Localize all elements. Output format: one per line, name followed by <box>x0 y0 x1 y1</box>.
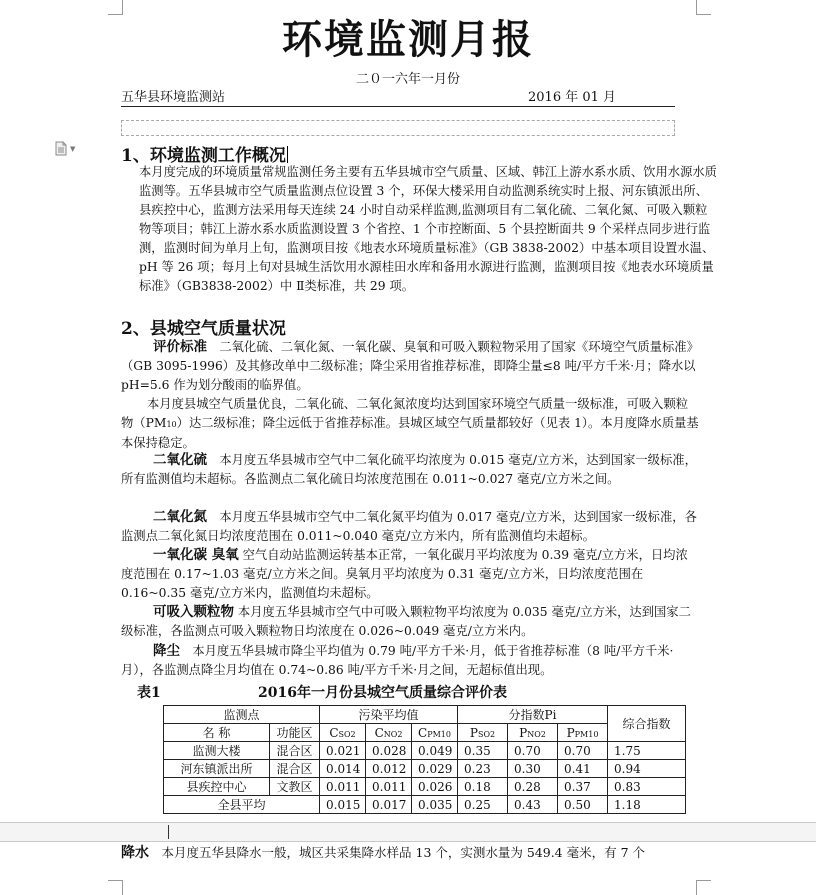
standard-label: 评价标准 <box>153 339 207 355</box>
air-quality-table <box>163 705 686 814</box>
report-date: 2016 年 01 月 <box>528 90 617 105</box>
co-paragraph <box>121 546 699 603</box>
table-row <box>164 742 686 760</box>
cell-p-no2: 0.28 <box>508 778 558 796</box>
cell-p-pm10: 0.50 <box>558 796 608 814</box>
table-header-row-1 <box>164 706 686 724</box>
section1-body: 本月度完成的环境质量常规监测任务主要有五华县城市空气质量、区域、韩江上游水系水质、饮用水源水质监测等。五华县城市空气质量监测点位设置 3 个，环保大楼采用自动监测系统实时上报、河东镇派出所、县疾控中心，监测方法采用每天连续 24 小时自动采样监测,监测项目有二氧化硫、二氧化氮、可吸入颗粒物等项目；韩江上游水系水质监测设置 3 个省控、1 个市控断面、5 个县控断面共 9 个采样点同步进行监测，监测时间为单月上旬，监测项目按《地表水环境质量标准》（GB 3838-2002）中基本项目设置水温、pH 等 26 项；每月上旬对县城生活饮用水源桂田水库和备用水源进行监测，监测项目按《地表水环境质量标准》（GB3838-2002）中 Ⅱ类标准，共 29 项。 <box>139 165 717 293</box>
crop-mark-bottom-left <box>108 880 123 895</box>
cell-c-pm10: 0.026 <box>412 778 458 796</box>
cell-c-so2: 0.011 <box>320 778 366 796</box>
table-header-row-2 <box>164 724 686 742</box>
rain-text: 本月度五华县降水一般，城区共采集降水样品 13 个，实测水量为 549.4 毫米，有 7 个 <box>161 845 646 860</box>
section1-heading[interactable]: 1、环境监测工作概况 <box>121 146 286 166</box>
cell-p-no2: 0.43 <box>508 796 558 814</box>
so2-label: 二氧化硫 <box>153 452 207 468</box>
cell-zone: 混合区 <box>270 742 320 760</box>
header-name: 名 称 <box>164 724 270 742</box>
cell-p-so2: 0.23 <box>458 760 508 778</box>
report-title: 环境监测月报 <box>282 16 534 63</box>
text-cursor <box>287 146 288 163</box>
header-c-pm10: CPM10 <box>412 724 458 742</box>
table-caption: 表1 <box>137 685 161 701</box>
cell-c-so2: 0.014 <box>320 760 366 778</box>
cell-p-so2: 0.18 <box>458 778 508 796</box>
cell-composite: 1.75 <box>608 742 686 760</box>
cell-c-pm10: 0.049 <box>412 742 458 760</box>
rain-paragraph <box>121 843 699 863</box>
cell-composite: 0.83 <box>608 778 686 796</box>
so2-text: 本月度五华县城市空气中二氧化硫平均浓度为 0.015 毫克/立方米，达到国家一级标准，所有监测值均未超标。各监测点二氧化硫日均浓度范围在 0.011~0.027 毫克/立方米之间。 <box>121 453 697 486</box>
header-p-so2: PSO2 <box>458 724 508 742</box>
cell-p-no2: 0.30 <box>508 760 558 778</box>
dust-paragraph <box>121 642 699 680</box>
cell-p-so2: 0.35 <box>458 742 508 760</box>
co-label: 一氧化碳 臭氧 <box>153 547 239 563</box>
header-rule <box>121 106 675 107</box>
cell-c-no2: 0.012 <box>366 760 412 778</box>
dust-label: 降尘 <box>153 643 180 659</box>
pm-label: 可吸入颗粒物 <box>153 604 234 620</box>
cell-c-no2: 0.017 <box>366 796 412 814</box>
rain-label: 降水 <box>121 845 149 861</box>
cell-c-pm10: 0.029 <box>412 760 458 778</box>
document-icon[interactable] <box>55 141 67 156</box>
pm-text: 本月度五华县城市空气中可吸入颗粒物平均浓度为 0.035 毫克/立方米，达到国家二级标准，各监测点可吸入颗粒物日均浓度在 0.026~0.049 毫克/立方米内。 <box>121 605 691 638</box>
no2-label: 二氧化氮 <box>153 509 207 525</box>
cell-p-pm10: 0.41 <box>558 760 608 778</box>
standard-paragraph <box>121 338 699 395</box>
cell-c-so2: 0.021 <box>320 742 366 760</box>
no2-paragraph <box>121 508 699 546</box>
cell-c-no2: 0.011 <box>366 778 412 796</box>
cell-total-label: 全县平均 <box>164 796 320 814</box>
page-break-gap <box>0 822 816 842</box>
section2-heading: 2、县城空气质量状况 <box>121 319 286 339</box>
cell-c-no2: 0.028 <box>366 742 412 760</box>
standard-text: 二氧化硫、二氧化氮、一氧化碳、臭氧和可吸入颗粒物采用了国家《环境空气质量标准》（GB 3095-1996）及其修改单中二级标准；降尘采用省推荐标准，即降尘量≤8 吨/平方千米·月；降水以 pH=5.6 作为划分酸雨的临界值。 <box>121 340 699 392</box>
cell-name: 河东镇派出所 <box>164 760 270 778</box>
header-p-pm10: PPM10 <box>558 724 608 742</box>
header-c-so2: CSO2 <box>320 724 366 742</box>
header-c-no2: CNO2 <box>366 724 412 742</box>
header-text-box[interactable] <box>121 120 675 136</box>
cell-p-so2: 0.25 <box>458 796 508 814</box>
dropdown-arrow-icon[interactable]: ▼ <box>70 145 76 153</box>
cell-name: 县疾控中心 <box>164 778 270 796</box>
page-boundary-marker <box>168 825 169 839</box>
table-title: 2016年一月份县城空气质量综合评价表 <box>258 685 507 701</box>
co-text: 空气自动站监测运转基本正常，一氧化碳月平均浓度为 0.39 毫克/立方米，日均浓度范围在 0.17~1.03 毫克/立方米之间。臭氧月平均浓度为 0.31 毫克/立方米，日均浓度范围在 0.16~0.35 毫克/立方米内，监测值均未超标。 <box>121 548 688 600</box>
header-composite: 综合指数 <box>608 706 686 742</box>
header-index-group: 分指数Pi <box>458 706 608 724</box>
header-avg-group: 污染平均值 <box>320 706 458 724</box>
cell-name: 监测大楼 <box>164 742 270 760</box>
cell-p-pm10: 0.37 <box>558 778 608 796</box>
header-zone: 功能区 <box>270 724 320 742</box>
cell-composite: 1.18 <box>608 796 686 814</box>
cell-c-so2: 0.015 <box>320 796 366 814</box>
cell-zone: 混合区 <box>270 760 320 778</box>
cell-composite: 0.94 <box>608 760 686 778</box>
cell-p-no2: 0.70 <box>508 742 558 760</box>
table-row <box>164 760 686 778</box>
cell-c-pm10: 0.035 <box>412 796 458 814</box>
crop-mark-bottom-right <box>696 880 711 895</box>
cell-p-pm10: 0.70 <box>558 742 608 760</box>
table-total-row <box>164 796 686 814</box>
so2-paragraph <box>121 451 699 489</box>
station-name: 五华县环境监测站 <box>121 90 226 105</box>
header-site-group: 监测点 <box>164 706 320 724</box>
table-row <box>164 778 686 796</box>
dust-text: 本月度五华县城市降尘平均值为 0.79 吨/平方千米·月，低于省推荐标准（8 吨/平方千米·月），各监测点降尘月均值在 0.74~0.86 吨/平方千米·月之间，无超标值出现。 <box>121 644 674 677</box>
report-subtitle: 二０一六年一月份 <box>355 72 460 87</box>
pm-paragraph <box>121 603 699 641</box>
no2-text: 本月度五华县城市空气中二氧化氮平均值为 0.017 毫克/立方米，达到国家一级标准，各监测点二氧化氮日均浓度范围在 0.011~0.040 毫克/立方米内，所有监测值均未超标。 <box>121 510 697 543</box>
cell-zone: 文教区 <box>270 778 320 796</box>
header-p-no2: PNO2 <box>508 724 558 742</box>
summary-paragraph: 本月度县城空气质量优良，二氧化硫、二氧化氮浓度均达到国家环境空气质量一级标准，可吸入颗粒物（PM10）达二级标准；降尘远低于省推荐标准。县城区域空气质量都较好（见表 1）。本月度降水质量基本保持稳定。 <box>121 397 699 450</box>
